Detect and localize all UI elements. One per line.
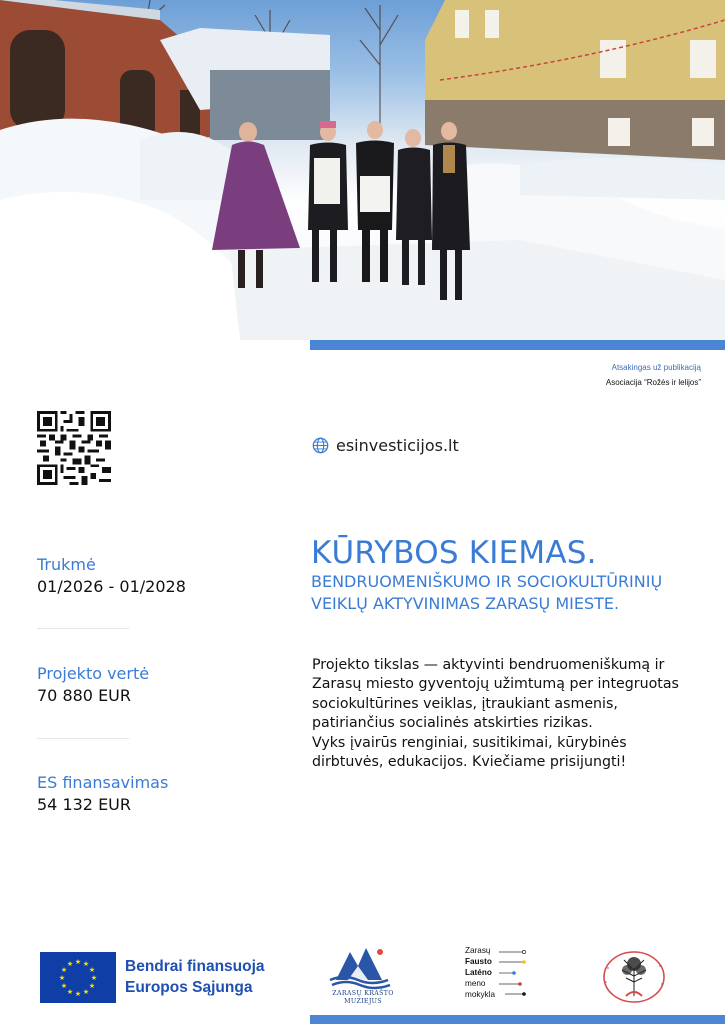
svg-text:★: ★ [90,974,98,982]
fact-label: Trukmė [37,555,96,574]
description-line: Vyks įvairūs renginiai, susitikimai, kūrybinės [312,734,627,751]
description-line: Projekto tikslas — aktyvinti bendruomeniškumą ir [312,657,665,673]
svg-text:★: ★ [74,958,82,966]
svg-text:★: ★ [60,982,68,990]
website-url[interactable]: esinvesticijos.lt [336,436,459,455]
svg-text:★: ★ [88,966,96,974]
fact-label: ES finansavimas [37,773,169,792]
eu-text-line: Bendrai finansuoja [125,958,265,975]
svg-text:★: ★ [66,960,74,968]
divider [37,628,129,629]
fact-eu-funding [37,773,168,815]
roses-lilies-logo-icon [598,948,670,1006]
school-line: mokykla [465,990,496,999]
museum-name-line: MUZIEJUS [344,998,382,1005]
divider [37,738,129,739]
fact-label: Projekto vertė [37,664,150,683]
eu-cofunding-text [125,956,265,998]
school-line: meno [465,979,486,988]
responsible-label: Atsakingas už publikaciją [611,363,701,372]
winter-courtyard-photo [0,0,725,340]
svg-text:★: ★ [88,982,96,990]
eu-flag-icon [40,952,116,1003]
description-line: patiriančius socialinės atskirties rizikas. [312,715,593,732]
school-line: Fausto [465,957,492,966]
eu-text-line: Europos Sąjunga [125,979,253,996]
svg-text:★: ★ [60,966,68,974]
museum-name-line: ZARASŲ KRAŠTO [332,990,394,997]
fact-project-value [37,664,149,706]
project-description [312,656,702,772]
svg-text:★: ★ [82,988,90,996]
hero-photo [0,0,725,340]
project-subtitle: BENDRUOMENIŠKUMO IR SOCIOKULTŪRINIŲ VEIKLŲ AKTYVINIMAS ZARASŲ MIESTE. [311,572,663,613]
accent-bar-bottom [310,1015,725,1024]
description-line: sociokultūrines veiklas, įtraukiant asmenis, [312,695,618,712]
school-line: Zarasų [465,946,491,955]
fact-value: 70 880 EUR [37,686,132,705]
accent-bar-top [310,340,725,350]
fact-value: 54 132 EUR [37,795,132,814]
school-line: Laténo [465,968,492,977]
responsible-organization: Asociacija “Rožės ir lelijos” [605,378,701,387]
qr-code-icon[interactable] [37,411,111,485]
svg-text:★: ★ [58,974,66,982]
fact-duration [37,555,186,597]
art-school-logo [465,945,535,1005]
description-line: dirbtuvės, edukacijos. Kviečiame prisijungti! [312,754,627,771]
fact-value: 01/2026 - 01/2028 [37,577,186,596]
svg-text:★: ★ [82,960,90,968]
description-line: Zarasų miesto gyventojų užimtumą per integruotas [312,676,679,693]
project-title: KŪRYBOS KIEMAS. [311,535,597,571]
school-lines-decoration [465,945,535,1005]
svg-text:★: ★ [66,988,74,996]
website-link[interactable] [312,436,459,455]
museum-name [318,990,408,1006]
svg-text:★: ★ [74,990,82,998]
globe-icon [312,437,329,454]
